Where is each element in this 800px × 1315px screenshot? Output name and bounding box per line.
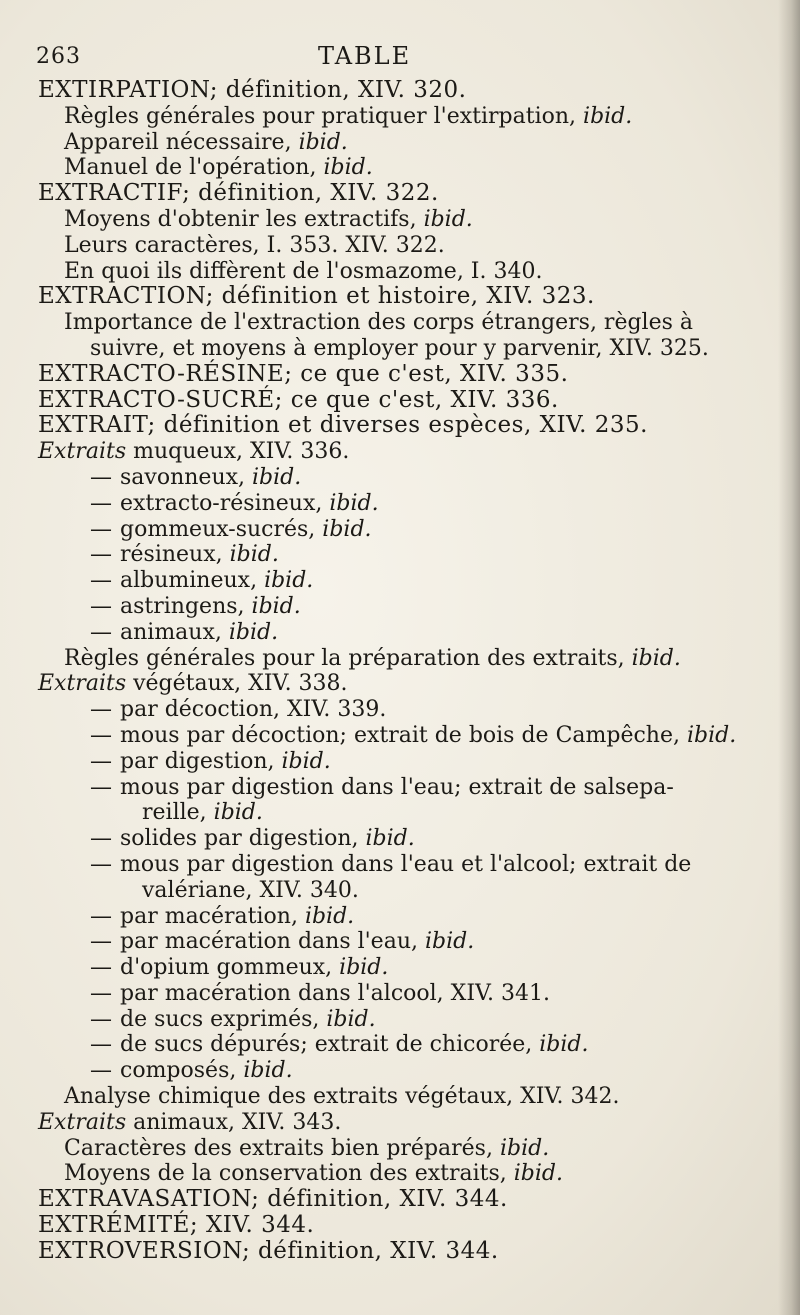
- index-subentry: [0, 749, 760, 775]
- entry-lead-italic: Extraits: [38, 439, 127, 465]
- index-subentry: [0, 981, 760, 1007]
- index-subentry: [0, 568, 760, 594]
- index-subentry: [0, 852, 760, 878]
- index-entry: [0, 207, 760, 233]
- entry-text: résineux,: [120, 542, 230, 568]
- index-entries: [0, 78, 760, 1265]
- entry-text: EXTRAVASATION; définition, XIV. 344.: [38, 1186, 508, 1213]
- entry-text: par macération,: [120, 903, 305, 929]
- index-heading: [0, 1213, 760, 1239]
- entry-text: d'opium gommeux,: [120, 955, 340, 981]
- entry-ibid: ibid.: [583, 103, 633, 129]
- entry-ibid: ibid.: [329, 490, 379, 516]
- index-subentry: [0, 1007, 760, 1033]
- index-subentry: [0, 542, 760, 568]
- index-heading: [0, 181, 760, 207]
- em-dash-marker: —: [90, 593, 112, 619]
- em-dash-marker: —: [90, 980, 112, 1006]
- index-entry: [0, 155, 760, 181]
- entry-ibid: ibid.: [326, 1006, 376, 1032]
- entry-text: savonneux,: [120, 464, 252, 490]
- em-dash-marker: —: [90, 955, 112, 981]
- entry-ibid: ibid.: [251, 593, 301, 619]
- index-entry: [0, 130, 760, 156]
- em-dash-marker: —: [90, 1032, 112, 1058]
- entry-text: EXTIRPATION; définition, XIV. 320.: [38, 77, 467, 103]
- index-entry: [0, 1136, 760, 1162]
- index-subentry: [0, 955, 760, 981]
- entry-ibid: ibid.: [322, 516, 372, 542]
- em-dash-marker: —: [90, 826, 112, 852]
- entry-text: En quoi ils diffèrent de l'osmazome, I. 340.: [64, 258, 543, 284]
- entry-text: par macération dans l'eau,: [120, 929, 425, 955]
- entry-text: par décoction, XIV. 339.: [120, 697, 387, 723]
- index-subentry: [0, 826, 760, 852]
- em-dash-marker: —: [90, 1006, 112, 1032]
- entry-text: de sucs dépurés; extrait de chicorée,: [120, 1032, 540, 1058]
- em-dash-marker: —: [90, 929, 112, 955]
- em-dash-marker: —: [90, 490, 112, 516]
- entry-ibid: ibid.: [424, 929, 475, 955]
- index-subentry: [0, 594, 760, 620]
- entry-ibid: ibid.: [423, 206, 473, 232]
- entry-text: Règles générales pour pratiquer l'extirpation,: [64, 103, 584, 129]
- entry-ibid: ibid.: [365, 826, 415, 852]
- em-dash-marker: —: [90, 903, 112, 929]
- entry-text: Leurs caractères, I. 353. XIV. 322.: [64, 232, 445, 258]
- entry-text: animaux,: [120, 619, 229, 645]
- entry-text: Importance de l'extraction des corps étrangers, règles à: [64, 310, 694, 336]
- em-dash-marker: —: [90, 464, 112, 490]
- index-entry: [0, 1084, 760, 1110]
- entry-text: Appareil nécessaire,: [64, 129, 299, 155]
- index-heading: [0, 388, 760, 414]
- entry-text: valériane, XIV. 340.: [142, 877, 359, 903]
- entry-text: Moyens d'obtenir les extractifs,: [64, 206, 424, 232]
- em-dash-marker: —: [90, 774, 112, 800]
- index-entry: [0, 1110, 760, 1136]
- entry-ibid: ibid.: [323, 155, 373, 181]
- entry-text: solides par digestion,: [120, 826, 366, 852]
- index-heading: [0, 362, 760, 388]
- entry-text: composés,: [120, 1058, 244, 1084]
- entry-ibid: ibid.: [228, 619, 279, 645]
- index-subentry: [0, 465, 760, 491]
- entry-text: albumineux,: [120, 568, 265, 594]
- entry-text: gommeux-sucrés,: [120, 516, 323, 542]
- entry-lead-italic: Extraits: [38, 671, 127, 697]
- index-entry: [0, 878, 760, 904]
- entry-text: animaux, XIV. 343.: [126, 1109, 342, 1135]
- index-subentry: [0, 1032, 760, 1058]
- index-entry: [0, 646, 760, 672]
- entry-ibid: ibid.: [304, 903, 355, 929]
- index-subentry: [0, 620, 760, 646]
- entry-ibid: ibid.: [252, 464, 302, 490]
- index-entry: [0, 800, 760, 826]
- entry-ibid: ibid.: [298, 129, 348, 155]
- entry-text: mous par décoction; extrait de bois de Campêche,: [120, 722, 687, 748]
- em-dash-marker: —: [90, 697, 112, 723]
- index-entry: [0, 671, 760, 697]
- entry-ibid: ibid.: [213, 800, 263, 826]
- em-dash-marker: —: [90, 542, 112, 568]
- entry-text: extracto-résineux,: [120, 490, 330, 516]
- entry-ibid: ibid.: [539, 1032, 589, 1058]
- entry-text: muqueux, XIV. 336.: [126, 439, 350, 465]
- entry-ibid: ibid.: [631, 645, 681, 671]
- entry-text: EXTRAIT; définition et diverses espèces, XIV. 235.: [38, 412, 648, 439]
- entry-ibid: ibid.: [499, 1135, 550, 1161]
- entry-text: EXTRACTIF; définition, XIV. 322.: [38, 180, 439, 207]
- index-entry: [0, 310, 760, 336]
- index-subentry: [0, 1058, 760, 1084]
- entry-text: Manuel de l'opération,: [64, 155, 324, 181]
- entry-ibid: ibid.: [243, 1058, 293, 1084]
- index-heading: [0, 1187, 760, 1213]
- entry-ibid: ibid.: [264, 568, 314, 594]
- entry-text: EXTRACTION; définition et histoire, XIV. 323.: [38, 283, 595, 310]
- entry-text: mous par digestion dans l'eau et l'alcool; extrait de: [120, 851, 692, 877]
- index-entry: [0, 336, 760, 362]
- entry-text: de sucs exprimés,: [120, 1006, 327, 1032]
- page-header: [0, 42, 800, 76]
- entry-text: végétaux, XIV. 338.: [126, 671, 348, 697]
- index-subentry: [0, 517, 760, 543]
- entry-ibid: ibid.: [686, 722, 737, 748]
- page-number: 263: [36, 44, 81, 69]
- em-dash-marker: —: [90, 1058, 112, 1084]
- running-title: TABLE: [318, 42, 412, 70]
- entry-text: suivre, et moyens à employer pour y parvenir, XIV. 325.: [90, 335, 709, 361]
- em-dash-marker: —: [90, 748, 112, 774]
- index-subentry: [0, 723, 760, 749]
- entry-text: Règles générales pour la préparation des extraits,: [64, 645, 632, 671]
- em-dash-marker: —: [90, 851, 112, 877]
- index-heading: [0, 1239, 760, 1265]
- entry-text: Analyse chimique des extraits végétaux, XIV. 342.: [64, 1084, 620, 1110]
- index-subentry: [0, 491, 760, 517]
- em-dash-marker: —: [90, 568, 112, 594]
- index-entry: [0, 233, 760, 259]
- entry-text: EXTRACTO-RÉSINE; ce que c'est, XIV. 335.: [38, 360, 569, 387]
- entry-ibid: ibid.: [229, 542, 279, 568]
- page-spine-shadow: [778, 0, 800, 1315]
- entry-text: astringens,: [120, 593, 252, 619]
- em-dash-marker: —: [90, 722, 112, 748]
- entry-text: Moyens de la conservation des extraits,: [64, 1161, 514, 1187]
- entry-text: EXTRÉMITÉ; XIV. 344.: [38, 1212, 315, 1239]
- entry-text: par digestion,: [120, 748, 282, 774]
- entry-text: par macération dans l'alcool, XIV. 341.: [120, 980, 551, 1006]
- index-entry: [0, 104, 760, 130]
- index-subentry: [0, 697, 760, 723]
- entry-text: reille,: [142, 800, 214, 826]
- entry-text: EXTRACTO-SUCRÉ; ce que c'est, XIV. 336.: [38, 386, 559, 413]
- index-entry: [0, 259, 760, 285]
- entry-text: mous par digestion dans l'eau; extrait de salsepa-: [120, 774, 674, 800]
- index-subentry: [0, 775, 760, 801]
- index-heading: [0, 413, 760, 439]
- em-dash-marker: —: [90, 619, 112, 645]
- index-entry: [0, 439, 760, 465]
- entry-ibid: ibid.: [281, 748, 331, 774]
- index-entry: [0, 1161, 760, 1187]
- index-heading: [0, 284, 760, 310]
- entry-ibid: ibid.: [339, 955, 389, 981]
- index-subentry: [0, 929, 760, 955]
- entry-lead-italic: Extraits: [38, 1109, 127, 1135]
- em-dash-marker: —: [90, 516, 112, 542]
- entry-ibid: ibid.: [513, 1161, 563, 1187]
- entry-text: Caractères des extraits bien préparés,: [64, 1135, 500, 1161]
- index-subentry: [0, 904, 760, 930]
- index-heading: [0, 78, 760, 104]
- entry-text: EXTROVERSION; définition, XIV. 344.: [38, 1237, 499, 1264]
